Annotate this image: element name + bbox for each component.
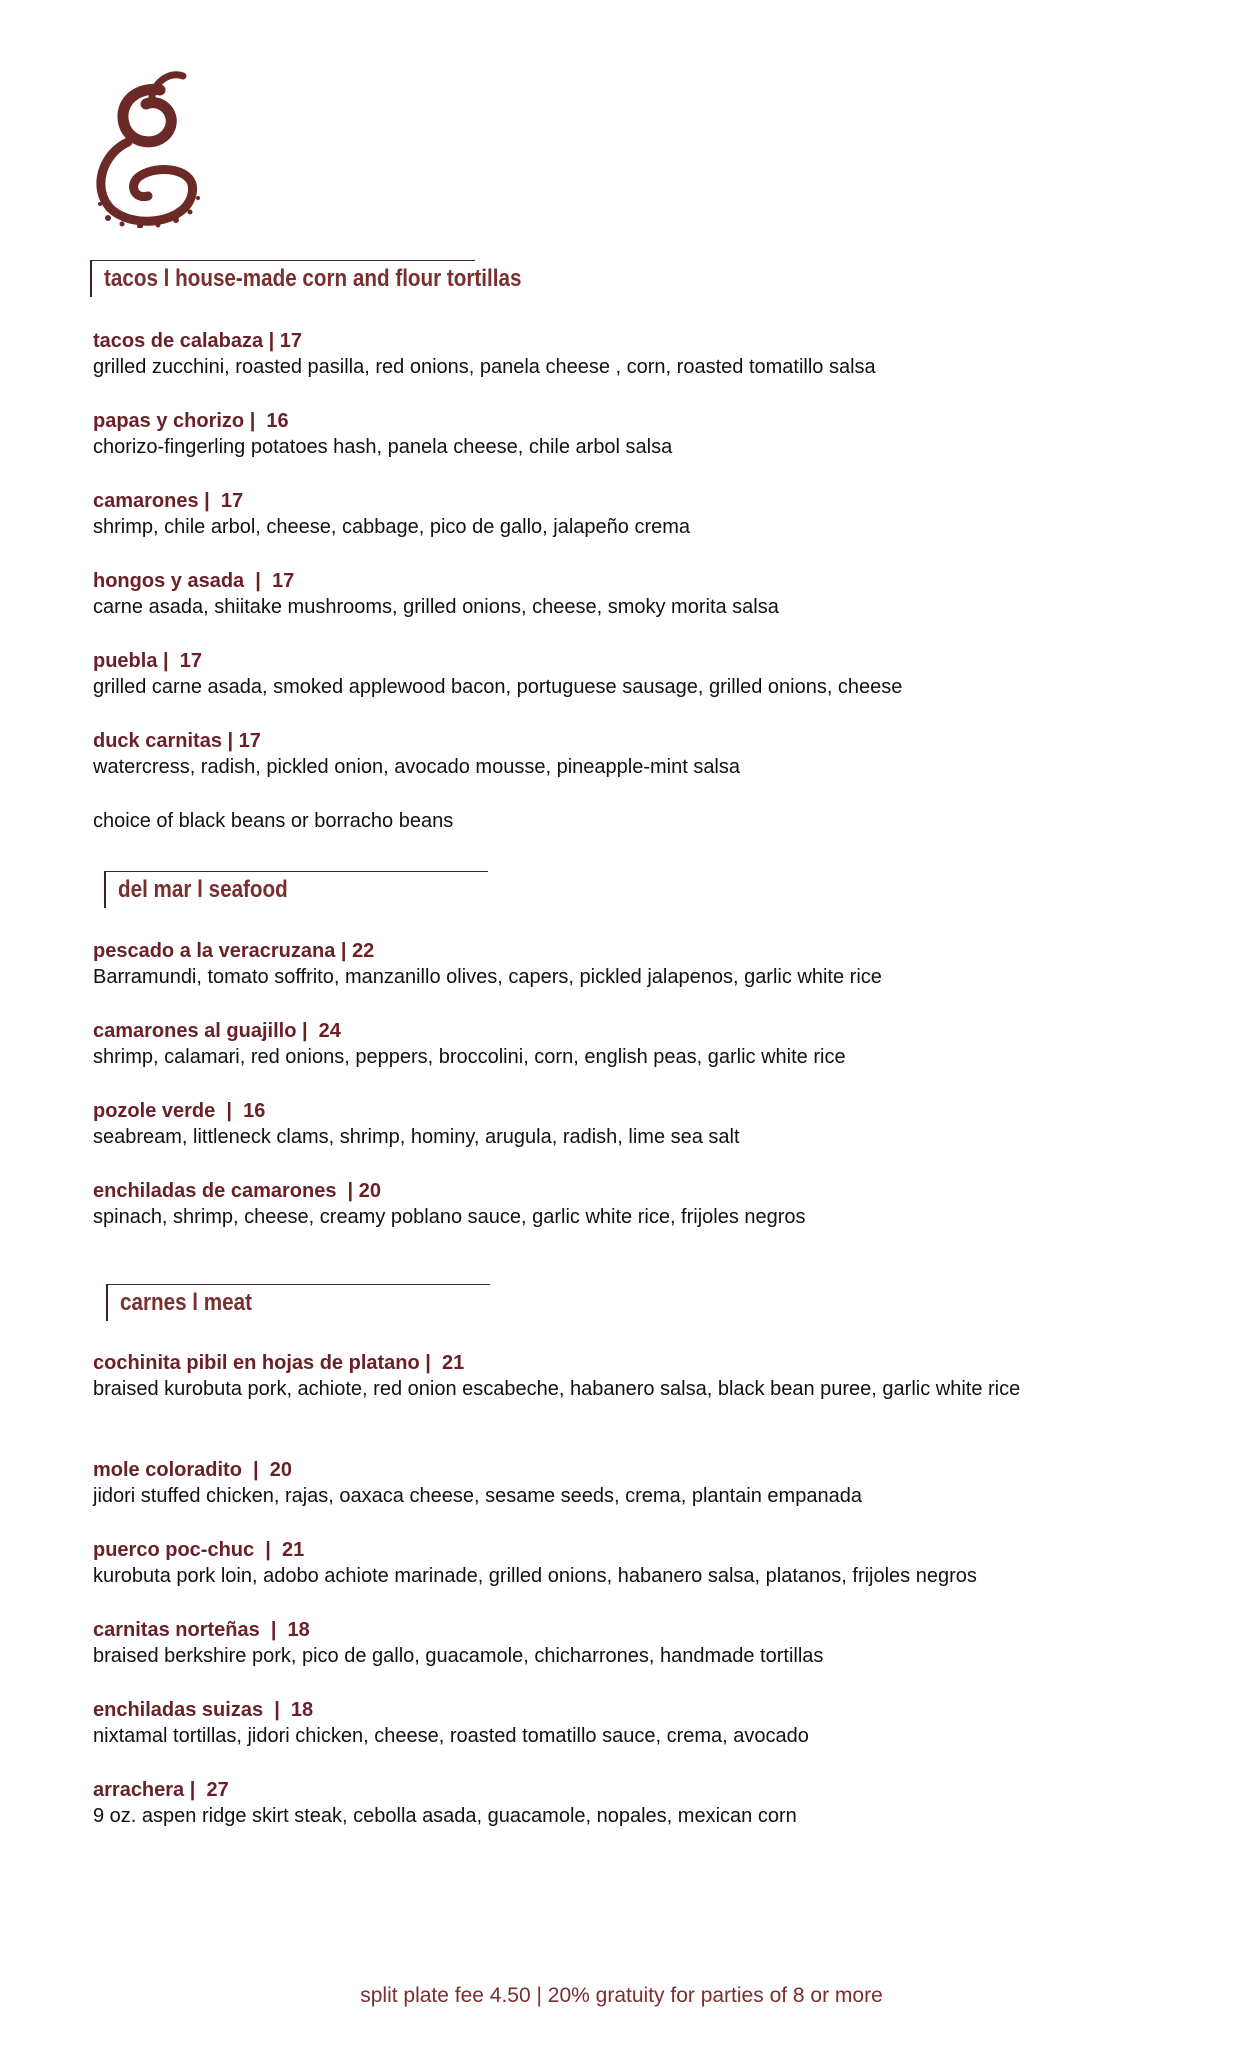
menu-item-desc: braised kurobuta pork, achiote, red onion escabeche, habanero salsa, black bean puree, garlic white rice — [93, 1378, 1021, 1400]
menu-item-desc: grilled zucchini, roasted pasilla, red onions, panela cheese , corn, roasted tomatillo salsa — [93, 356, 876, 378]
menu-item — [93, 1697, 1093, 1750]
menu-item-name: mole coloradito | 20 — [93, 1459, 292, 1481]
menu-item — [93, 938, 1093, 991]
menu-item-desc: chorizo-fingerling potatoes hash, panela cheese, chile arbol salsa — [93, 436, 673, 458]
menu-item-desc: 9 oz. aspen ridge skirt steak, cebolla asada, guacamole, nopales, mexican corn — [93, 1805, 797, 1827]
header-bracket — [106, 1285, 108, 1321]
section-title: del mar l seafood — [118, 876, 288, 903]
menu-item — [93, 728, 1093, 781]
menu-item — [93, 1537, 1093, 1590]
menu-item-name: camarones | 17 — [93, 490, 244, 512]
menu-item-name: arrachera | 27 — [93, 1779, 229, 1801]
menu-item-desc: spinach, shrimp, cheese, creamy poblano sauce, garlic white rice, frijoles negros — [93, 1206, 806, 1228]
menu-item-desc: shrimp, chile arbol, cheese, cabbage, pico de gallo, jalapeño crema — [93, 516, 691, 538]
section-header-tacos — [90, 260, 522, 297]
menu-item — [93, 1350, 1083, 1403]
menu-item — [93, 1178, 1093, 1231]
menu-item-name: puerco poc-chuc | 21 — [93, 1539, 305, 1561]
menu-item-name: camarones al guajillo | 24 — [93, 1020, 341, 1042]
menu-item-desc: braised berkshire pork, pico de gallo, guacamole, chicharrones, handmade tortillas — [93, 1645, 824, 1667]
menu-item — [93, 1617, 1093, 1670]
script-g-logo-icon — [88, 68, 208, 228]
section-header-del-mar — [104, 871, 488, 908]
menu-item-desc: shrimp, calamari, red onions, peppers, broccolini, corn, english peas, garlic white rice — [93, 1046, 846, 1068]
menu-item-name: carnitas norteñas | 18 — [93, 1619, 310, 1641]
menu-item — [93, 1457, 1093, 1510]
menu-item-name: cochinita pibil en hojas de platano | 21 — [93, 1352, 465, 1374]
menu-item-name: enchiladas suizas | 18 — [93, 1699, 314, 1721]
menu-item-desc: watercress, radish, pickled onion, avocado mousse, pineapple-mint salsa — [93, 756, 741, 778]
menu-item-name: tacos de calabaza | 17 — [93, 330, 303, 352]
menu-item-name: papas y chorizo | 16 — [93, 410, 289, 432]
beans-note: choice of black beans or borracho beans — [93, 810, 454, 832]
menu-item-name: duck carnitas | 17 — [93, 730, 261, 752]
footer-note: split plate fee 4.50 | 20% gratuity for parties of 8 or more — [360, 1984, 883, 2007]
menu-item-name: enchiladas de camarones | 20 — [93, 1180, 381, 1202]
menu-item — [93, 568, 1093, 621]
menu-item — [93, 648, 1093, 701]
section-header-carnes — [106, 1284, 490, 1321]
menu-item-name: hongos y asada | 17 — [93, 570, 295, 592]
menu-item — [93, 328, 1093, 381]
menu-item-desc: nixtamal tortillas, jidori chicken, cheese, roasted tomatillo sauce, crema, avocado — [93, 1725, 809, 1747]
menu-item — [93, 1777, 1093, 1830]
menu-item-desc: carne asada, shiitake mushrooms, grilled onions, cheese, smoky morita salsa — [93, 596, 779, 618]
menu-item-desc: kurobuta pork loin, adobo achiote marinade, grilled onions, habanero salsa, platanos, frijoles negros — [93, 1565, 977, 1587]
menu-item — [93, 1098, 1093, 1151]
menu-item — [93, 408, 1093, 461]
menu-item-desc: Barramundi, tomato soffrito, manzanillo olives, capers, pickled jalapenos, garlic white rice — [93, 966, 882, 988]
header-bracket — [104, 872, 106, 908]
menu-item-name: pozole verde | 16 — [93, 1100, 266, 1122]
menu-item-desc: seabream, littleneck clams, shrimp, hominy, arugula, radish, lime sea salt — [93, 1126, 740, 1148]
menu-item — [93, 1018, 1093, 1071]
menu-item-desc: grilled carne asada, smoked applewood bacon, portuguese sausage, grilled onions, cheese — [93, 676, 903, 698]
menu-item-name: puebla | 17 — [93, 650, 202, 672]
menu-item — [93, 488, 1093, 541]
section-title: tacos l house-made corn and flour tortillas — [104, 265, 522, 292]
menu-item-desc: jidori stuffed chicken, rajas, oaxaca cheese, sesame seeds, crema, plantain empanada — [93, 1485, 862, 1507]
menu-item-name: pescado a la veracruzana | 22 — [93, 940, 375, 962]
section-title: carnes l meat — [120, 1289, 252, 1316]
header-bracket — [90, 261, 92, 297]
